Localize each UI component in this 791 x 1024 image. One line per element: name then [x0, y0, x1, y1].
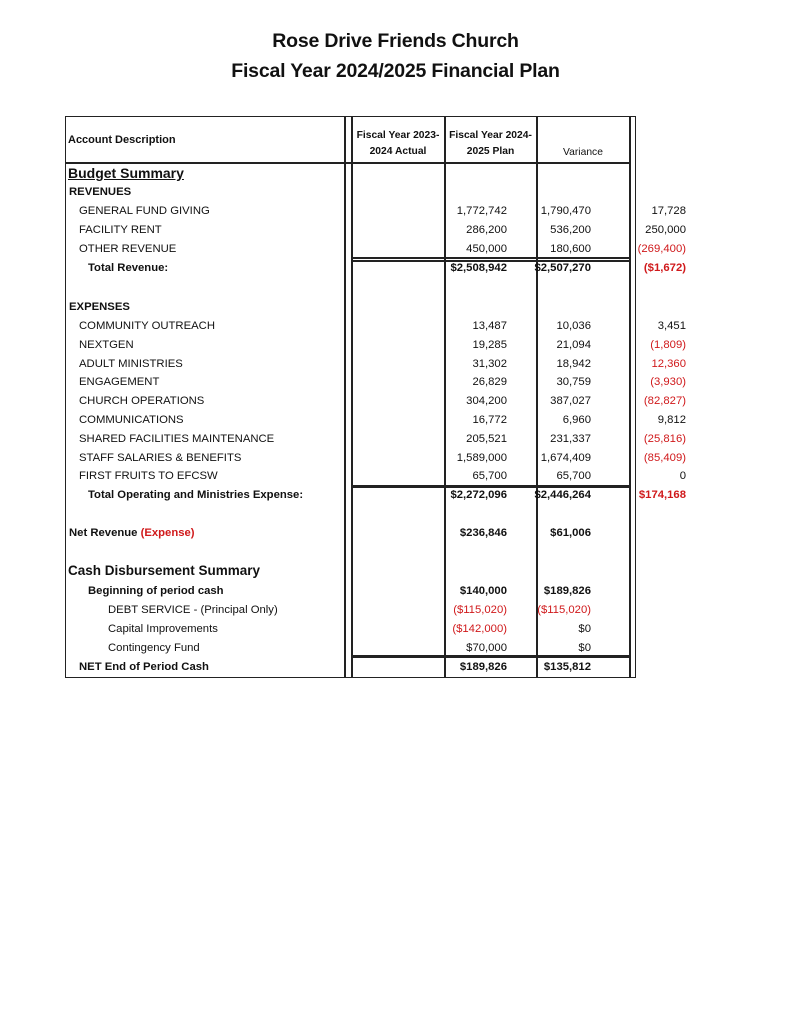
row-label: ADULT MINISTRIES: [79, 357, 183, 370]
total-expense-row: [66, 486, 686, 505]
row-label: STAFF SALARIES & BENEFITS: [79, 451, 242, 464]
variance-value: (82,827): [643, 395, 686, 408]
plan-value: 65,700: [556, 470, 591, 483]
plan-value: $2,507,270: [534, 262, 591, 274]
beginning-cash-row: [66, 582, 636, 601]
total-revenue-row: [66, 259, 686, 278]
table-row: [66, 467, 686, 486]
plan-value: 536,200: [550, 224, 591, 236]
actual-value: 19,285: [472, 338, 507, 351]
header-line: Fiscal Year 2023-: [356, 130, 440, 141]
row-label: Beginning of period cash: [88, 585, 224, 597]
variance-value: 12,360: [651, 357, 686, 370]
budget-summary-heading: Budget Summary: [68, 165, 184, 181]
variance-value: 17,728: [651, 205, 686, 217]
row-label: NEXTGEN: [79, 338, 134, 351]
actual-value: 450,000: [466, 243, 507, 255]
actual-value: 304,200: [466, 395, 507, 408]
table-row: [66, 620, 636, 639]
plan-value: $0: [578, 642, 591, 654]
table-row: [66, 240, 686, 259]
plan-value: 6,960: [562, 414, 591, 426]
row-label: DEBT SERVICE - (Principal Only): [108, 604, 278, 616]
header-account-description: Account Description: [68, 134, 176, 146]
header-line: 2025 Plan: [466, 146, 515, 157]
table-row: [66, 355, 686, 374]
row-label: Total Operating and Ministries Expense:: [88, 489, 304, 501]
row-label: [69, 524, 195, 543]
document-title: Rose Drive Friends Church: [272, 30, 519, 52]
variance-value: 0: [679, 470, 686, 483]
table-row: [66, 601, 636, 620]
plan-value: $2,446,264: [534, 489, 591, 501]
table-row: [66, 430, 686, 449]
actual-value: 1,589,000: [456, 451, 507, 464]
plan-value: $189,826: [543, 585, 591, 597]
actual-value: 286,200: [466, 224, 507, 236]
plan-value: $135,812: [543, 661, 591, 673]
row-label: OTHER REVENUE: [79, 243, 177, 255]
actual-value: 16,772: [472, 414, 507, 426]
header-divider: [65, 162, 631, 164]
header-line: 2024 Actual: [369, 146, 427, 157]
variance-value: (85,409): [643, 451, 686, 464]
table-row: [66, 449, 686, 468]
actual-value: $236,846: [459, 527, 507, 539]
net-revenue-row: [66, 524, 636, 543]
plan-value: $61,006: [550, 527, 591, 539]
actual-value: 31,302: [472, 357, 507, 370]
cash-disbursement-heading: Cash Disbursement Summary: [68, 563, 261, 578]
plan-value: 18,942: [556, 357, 591, 370]
actual-value: ($115,020): [453, 604, 507, 616]
actual-value: $2,272,096: [450, 489, 507, 501]
plan-value: 231,337: [550, 432, 591, 445]
expenses-heading: [66, 298, 636, 317]
actual-value: $189,826: [459, 661, 507, 673]
section-label: REVENUES: [69, 186, 132, 198]
row-label: Capital Improvements: [108, 623, 218, 635]
net-revenue-label: Net Revenue: [69, 527, 138, 539]
plan-value: 21,094: [556, 338, 591, 351]
row-label: COMMUNITY OUTREACH: [79, 320, 215, 332]
variance-value: $174,168: [638, 489, 686, 501]
row-label: CHURCH OPERATIONS: [79, 395, 205, 408]
row-label: COMMUNICATIONS: [79, 414, 184, 426]
actual-value: ($142,000): [452, 623, 507, 635]
section-label: EXPENSES: [69, 301, 130, 313]
plan-value: ($115,020): [537, 604, 591, 616]
table-row: [66, 202, 686, 221]
plan-value: $0: [578, 623, 591, 635]
table-row: [66, 411, 686, 430]
plan-value: 1,790,470: [540, 205, 591, 217]
variance-value: (3,930): [650, 376, 686, 389]
variance-value: (269,400): [637, 243, 686, 255]
plan-value: 1,674,409: [540, 451, 591, 464]
plan-value: 30,759: [556, 376, 591, 389]
actual-value: $70,000: [466, 642, 507, 654]
actual-value: 1,772,742: [456, 205, 507, 217]
row-label: Contingency Fund: [108, 642, 200, 654]
plan-value: 180,600: [550, 243, 591, 255]
variance-value: ($1,672): [643, 262, 686, 274]
row-label: FIRST FRUITS TO EFCSW: [79, 470, 218, 483]
variance-value: 9,812: [657, 414, 686, 426]
table-row: [66, 639, 636, 658]
row-label: SHARED FACILITIES MAINTENANCE: [79, 432, 275, 445]
header-line: Fiscal Year 2024-: [449, 130, 532, 141]
actual-value: $2,508,942: [450, 262, 507, 274]
revenues-heading: [66, 183, 636, 202]
header-variance: Variance: [563, 147, 603, 158]
header-fy2024-plan: [445, 128, 536, 160]
actual-value: 26,829: [472, 376, 507, 389]
variance-value: (25,816): [643, 432, 686, 445]
row-label: GENERAL FUND GIVING: [79, 205, 210, 217]
header-fy2023-actual: [352, 128, 444, 160]
table-row: [66, 221, 686, 240]
document-subtitle: Fiscal Year 2024/2025 Financial Plan: [231, 60, 560, 82]
row-label: ENGAGEMENT: [79, 376, 160, 389]
plan-value: 10,036: [556, 320, 591, 332]
variance-value: 250,000: [645, 224, 686, 236]
actual-value: 205,521: [466, 432, 507, 445]
actual-value: 13,487: [472, 320, 507, 332]
variance-value: 3,451: [657, 320, 686, 332]
table-row: [66, 336, 686, 355]
row-label: Total Revenue:: [88, 262, 169, 274]
net-end-cash-row: [66, 658, 636, 677]
row-label: NET End of Period Cash: [79, 661, 209, 673]
row-label: FACILITY RENT: [79, 224, 162, 236]
plan-value: 387,027: [550, 395, 591, 408]
actual-value: 65,700: [472, 470, 507, 483]
table-row: [66, 392, 686, 411]
variance-value: (1,809): [650, 338, 686, 351]
actual-value: $140,000: [459, 585, 507, 597]
table-row: [66, 317, 686, 336]
table-row: [66, 373, 686, 392]
expense-label: (Expense): [140, 527, 195, 539]
